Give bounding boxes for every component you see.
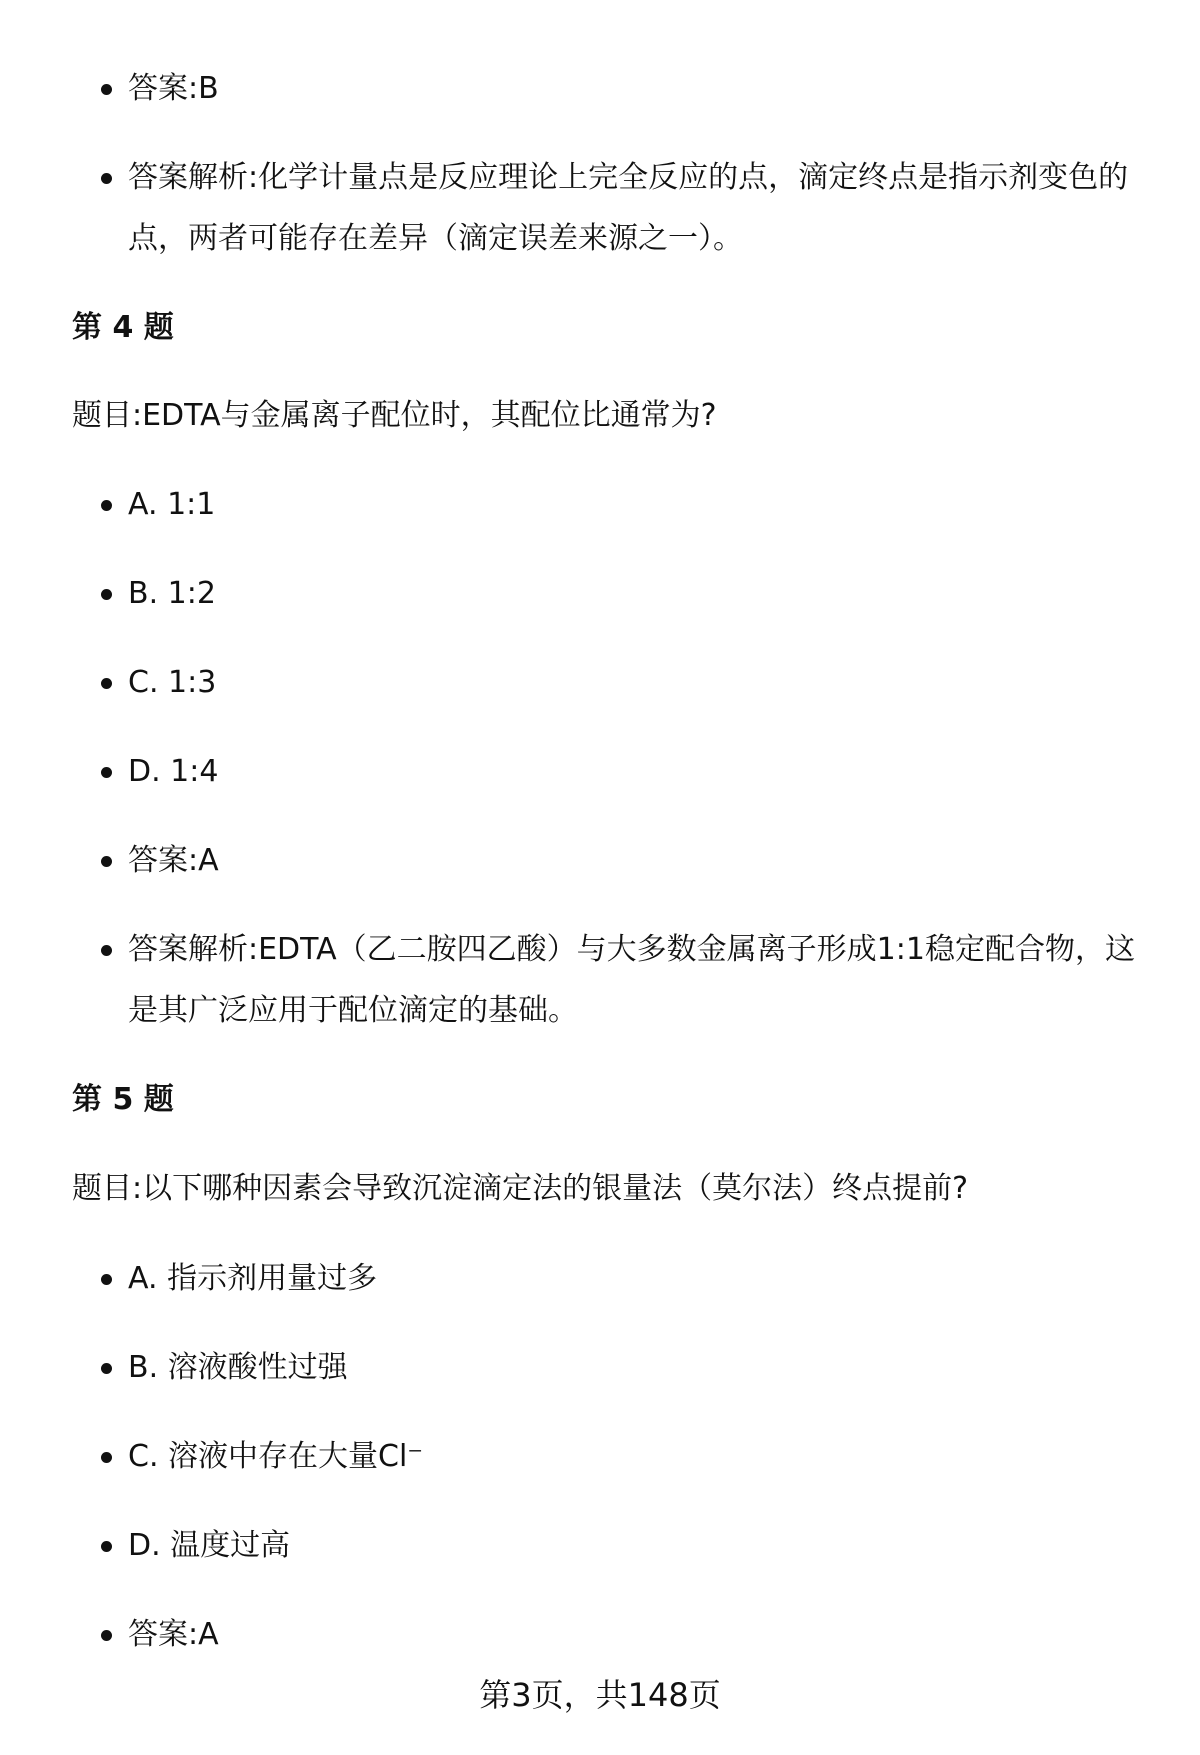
q4-option-d: D. 1:4 bbox=[128, 741, 1148, 802]
q5-option-c: C. 溶液中存在大量Cl⁻ bbox=[128, 1426, 1148, 1487]
q5-heading: 第 5 题 bbox=[72, 1082, 174, 1117]
q4-heading: 第 4 题 bbox=[72, 310, 174, 345]
q4-option-a: A. 1:1 bbox=[128, 474, 1148, 535]
q4-answer: 答案:A bbox=[128, 830, 1148, 891]
page-number: 第3页，共148页 bbox=[479, 1676, 721, 1714]
q5-option-d: D. 温度过高 bbox=[128, 1515, 1148, 1576]
q4-explanation: 答案解析:EDTA（乙二胺四乙酸）与大多数金属离子形成1:1稳定配合物，这是其广泛应用于配位滴定的基础。 bbox=[128, 919, 1148, 1041]
q5-question: 题目:以下哪种因素会导致沉淀滴定法的银量法（莫尔法）终点提前? bbox=[72, 1171, 969, 1206]
q4-option-c: C. 1:3 bbox=[128, 652, 1148, 713]
q3-answer: 答案:B bbox=[128, 58, 1148, 119]
q5-option-b: B. 溶液酸性过强 bbox=[128, 1337, 1148, 1398]
q5-option-a: A. 指示剂用量过多 bbox=[128, 1248, 1148, 1309]
q4-question: 题目:EDTA与金属离子配位时，其配位比通常为? bbox=[72, 398, 717, 433]
q4-option-b: B. 1:2 bbox=[128, 563, 1148, 624]
q3-explanation: 答案解析:化学计量点是反应理论上完全反应的点，滴定终点是指示剂变色的点，两者可能存在差异（滴定误差来源之一）。 bbox=[128, 147, 1148, 269]
q5-answer: 答案:A bbox=[128, 1604, 1148, 1665]
